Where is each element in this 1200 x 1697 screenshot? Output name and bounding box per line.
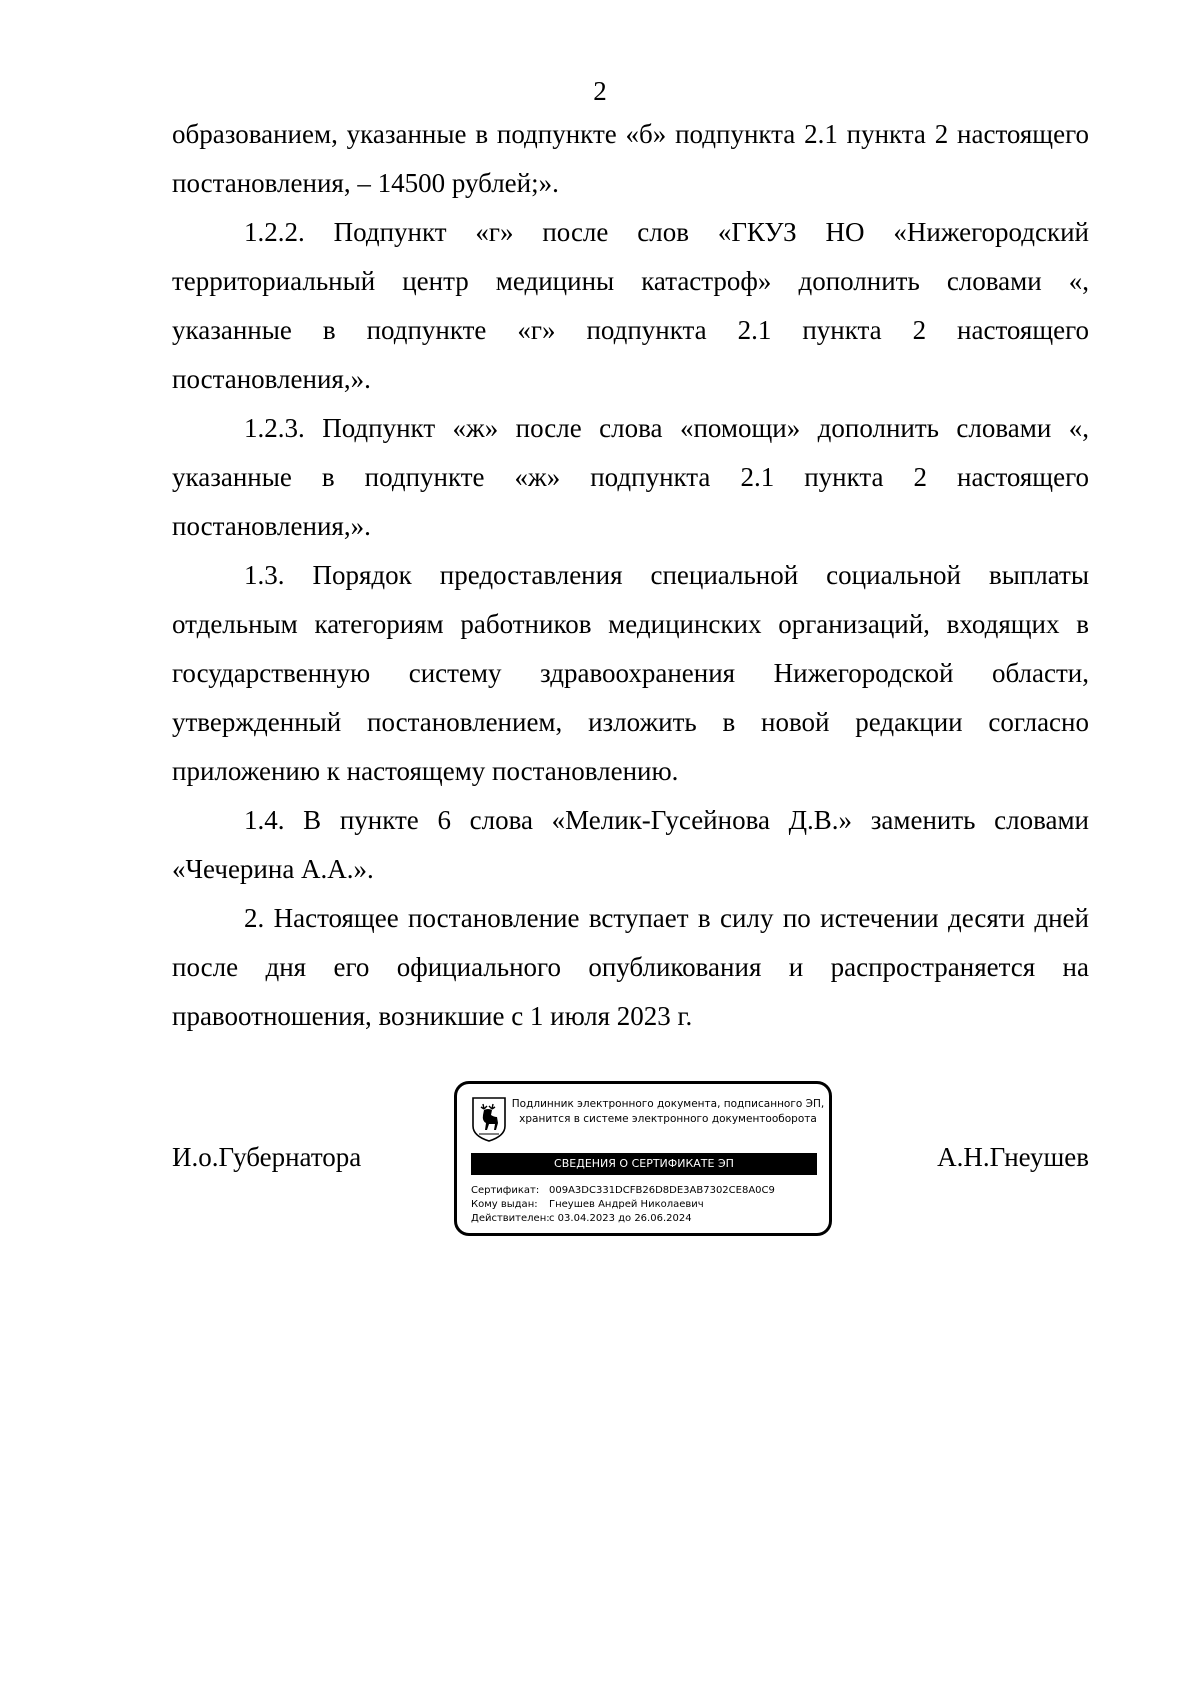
stamp-header-line: Подлинник электронного документа, подписанного ЭП,: [511, 1098, 825, 1110]
stamp-header: [511, 1097, 825, 1127]
paragraph: 2. Настоящее постановление вступает в силу по истечении десяти дней после дня его официального опубликования и распространяется на правоотношения, возникшие с 1 июля 2023 г.: [172, 903, 1089, 1031]
certificate-info-bar: СВЕДЕНИЯ О СЕРТИФИКАТЕ ЭП: [471, 1153, 817, 1175]
page-number: 2: [593, 76, 607, 106]
deer-emblem-icon: [471, 1096, 507, 1142]
certificate-key: Сертификат:: [471, 1185, 540, 1196]
paragraph: 1.2.2. Подпункт «г» после слов «ГКУЗ НО «Нижегородский территориальный центр медицины катастроф» дополнить словами «, указанные в подпункте «г» подпункта 2.1 пункта 2 настоящего постановления,».: [172, 217, 1089, 394]
certificate-details: [471, 1184, 821, 1226]
electronic-signature-stamp: [454, 1081, 832, 1236]
certificate-row: [471, 1198, 821, 1212]
certificate-key: Кому выдан:: [471, 1199, 538, 1210]
certificate-value: 009A3DC331DCFB26D8DE3AB7302CE8A0C9: [549, 1185, 775, 1196]
certificate-key: Действителен:: [471, 1213, 550, 1224]
paragraph: образованием, указанные в подпункте «б» подпункта 2.1 пункта 2 настоящего постановления, – 14500 рублей;».: [172, 119, 1089, 198]
paragraph: 1.3. Порядок предоставления специальной социальной выплаты отдельным категориям работников медицинских организаций, входящих в государственную систему здравоохранения Нижегородской области, утвержденный постановлением, изложить в новой редакции согласно приложению к настоящему постановлению.: [172, 560, 1089, 786]
signatory-position: И.о.Губернатора: [172, 1142, 362, 1172]
document-body: [172, 110, 1089, 1041]
certificate-value: Гнеушев Андрей Николаевич: [549, 1199, 704, 1210]
certificate-row: [471, 1212, 821, 1226]
stamp-header-line: хранится в системе электронного документооборота: [519, 1113, 817, 1125]
signatory-name: А.Н.Гнеушев: [937, 1142, 1089, 1172]
certificate-row: [471, 1184, 821, 1198]
certificate-value: с 03.04.2023 до 26.06.2024: [549, 1213, 692, 1224]
paragraph: 1.2.3. Подпункт «ж» после слова «помощи» дополнить словами «, указанные в подпункте «ж» подпункта 2.1 пункта 2 настоящего постановления,».: [172, 413, 1089, 541]
paragraph: 1.4. В пункте 6 слова «Мелик-Гусейнова Д.В.» заменить словами «Чечерина А.А.».: [172, 805, 1089, 884]
